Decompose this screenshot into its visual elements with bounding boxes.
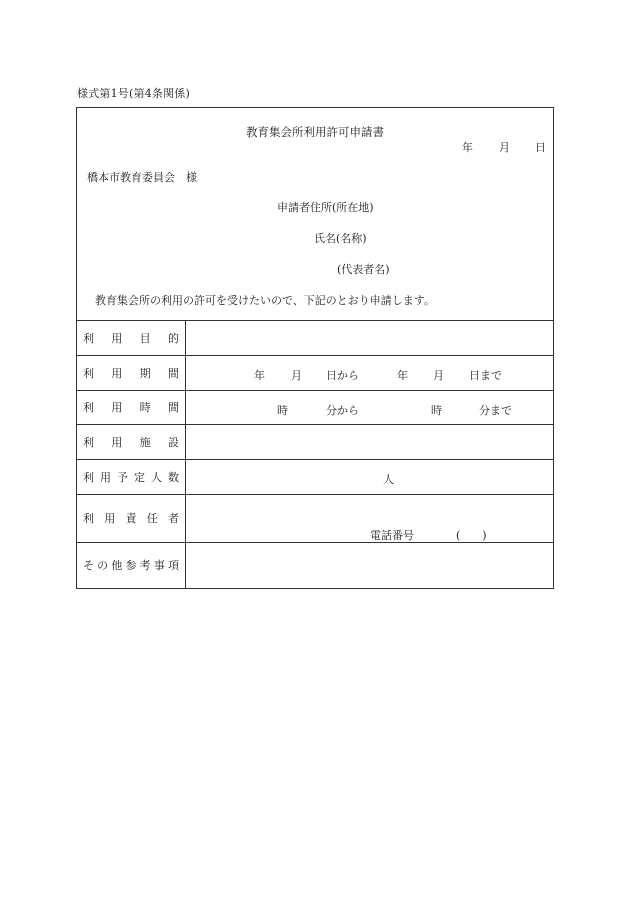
- facility-field[interactable]: [186, 425, 553, 458]
- label-purpose: 利 用 目 的: [83, 331, 179, 345]
- phone-label: 電話番号: [370, 529, 414, 542]
- time-field[interactable]: 時 分から 時 分まで: [277, 404, 512, 417]
- label-manager: 利 用 責 任 者: [83, 512, 179, 525]
- period-field[interactable]: 年 月 日から 年 月 日まで: [254, 369, 502, 382]
- form-number: 様式第1号(第4条関係): [77, 87, 190, 100]
- applicant-name-label: 氏名(名称): [314, 232, 367, 245]
- manager-field[interactable]: [186, 495, 553, 541]
- phone-area-code: ( ): [456, 529, 487, 542]
- applicant-address-label: 申請者住所(所在地): [277, 201, 374, 214]
- label-period: 利 用 期 間: [83, 366, 179, 380]
- addressee: 橋本市教育委員会 様: [87, 171, 197, 184]
- label-other-notes: そ の 他 参 考 事 項: [83, 559, 179, 572]
- application-statement: 教育集会所の利用の許可を受けたいので、下記のとおり申請します。: [95, 294, 435, 307]
- form-title: 教育集会所利用許可申請書: [246, 125, 384, 139]
- representative-label: (代表者名): [337, 263, 390, 276]
- label-headcount: 利 用 予 定 人 数: [83, 470, 179, 484]
- purpose-field[interactable]: [186, 321, 553, 354]
- date-day: 日: [535, 141, 546, 154]
- date-year: 年: [462, 141, 473, 154]
- label-time: 利 用 時 間: [83, 401, 179, 414]
- application-form: [76, 107, 554, 589]
- label-facility: 利 用 施 設: [83, 435, 179, 449]
- headcount-field[interactable]: 人: [383, 473, 394, 486]
- other-notes-field[interactable]: [186, 543, 553, 587]
- date-month: 月: [499, 141, 510, 154]
